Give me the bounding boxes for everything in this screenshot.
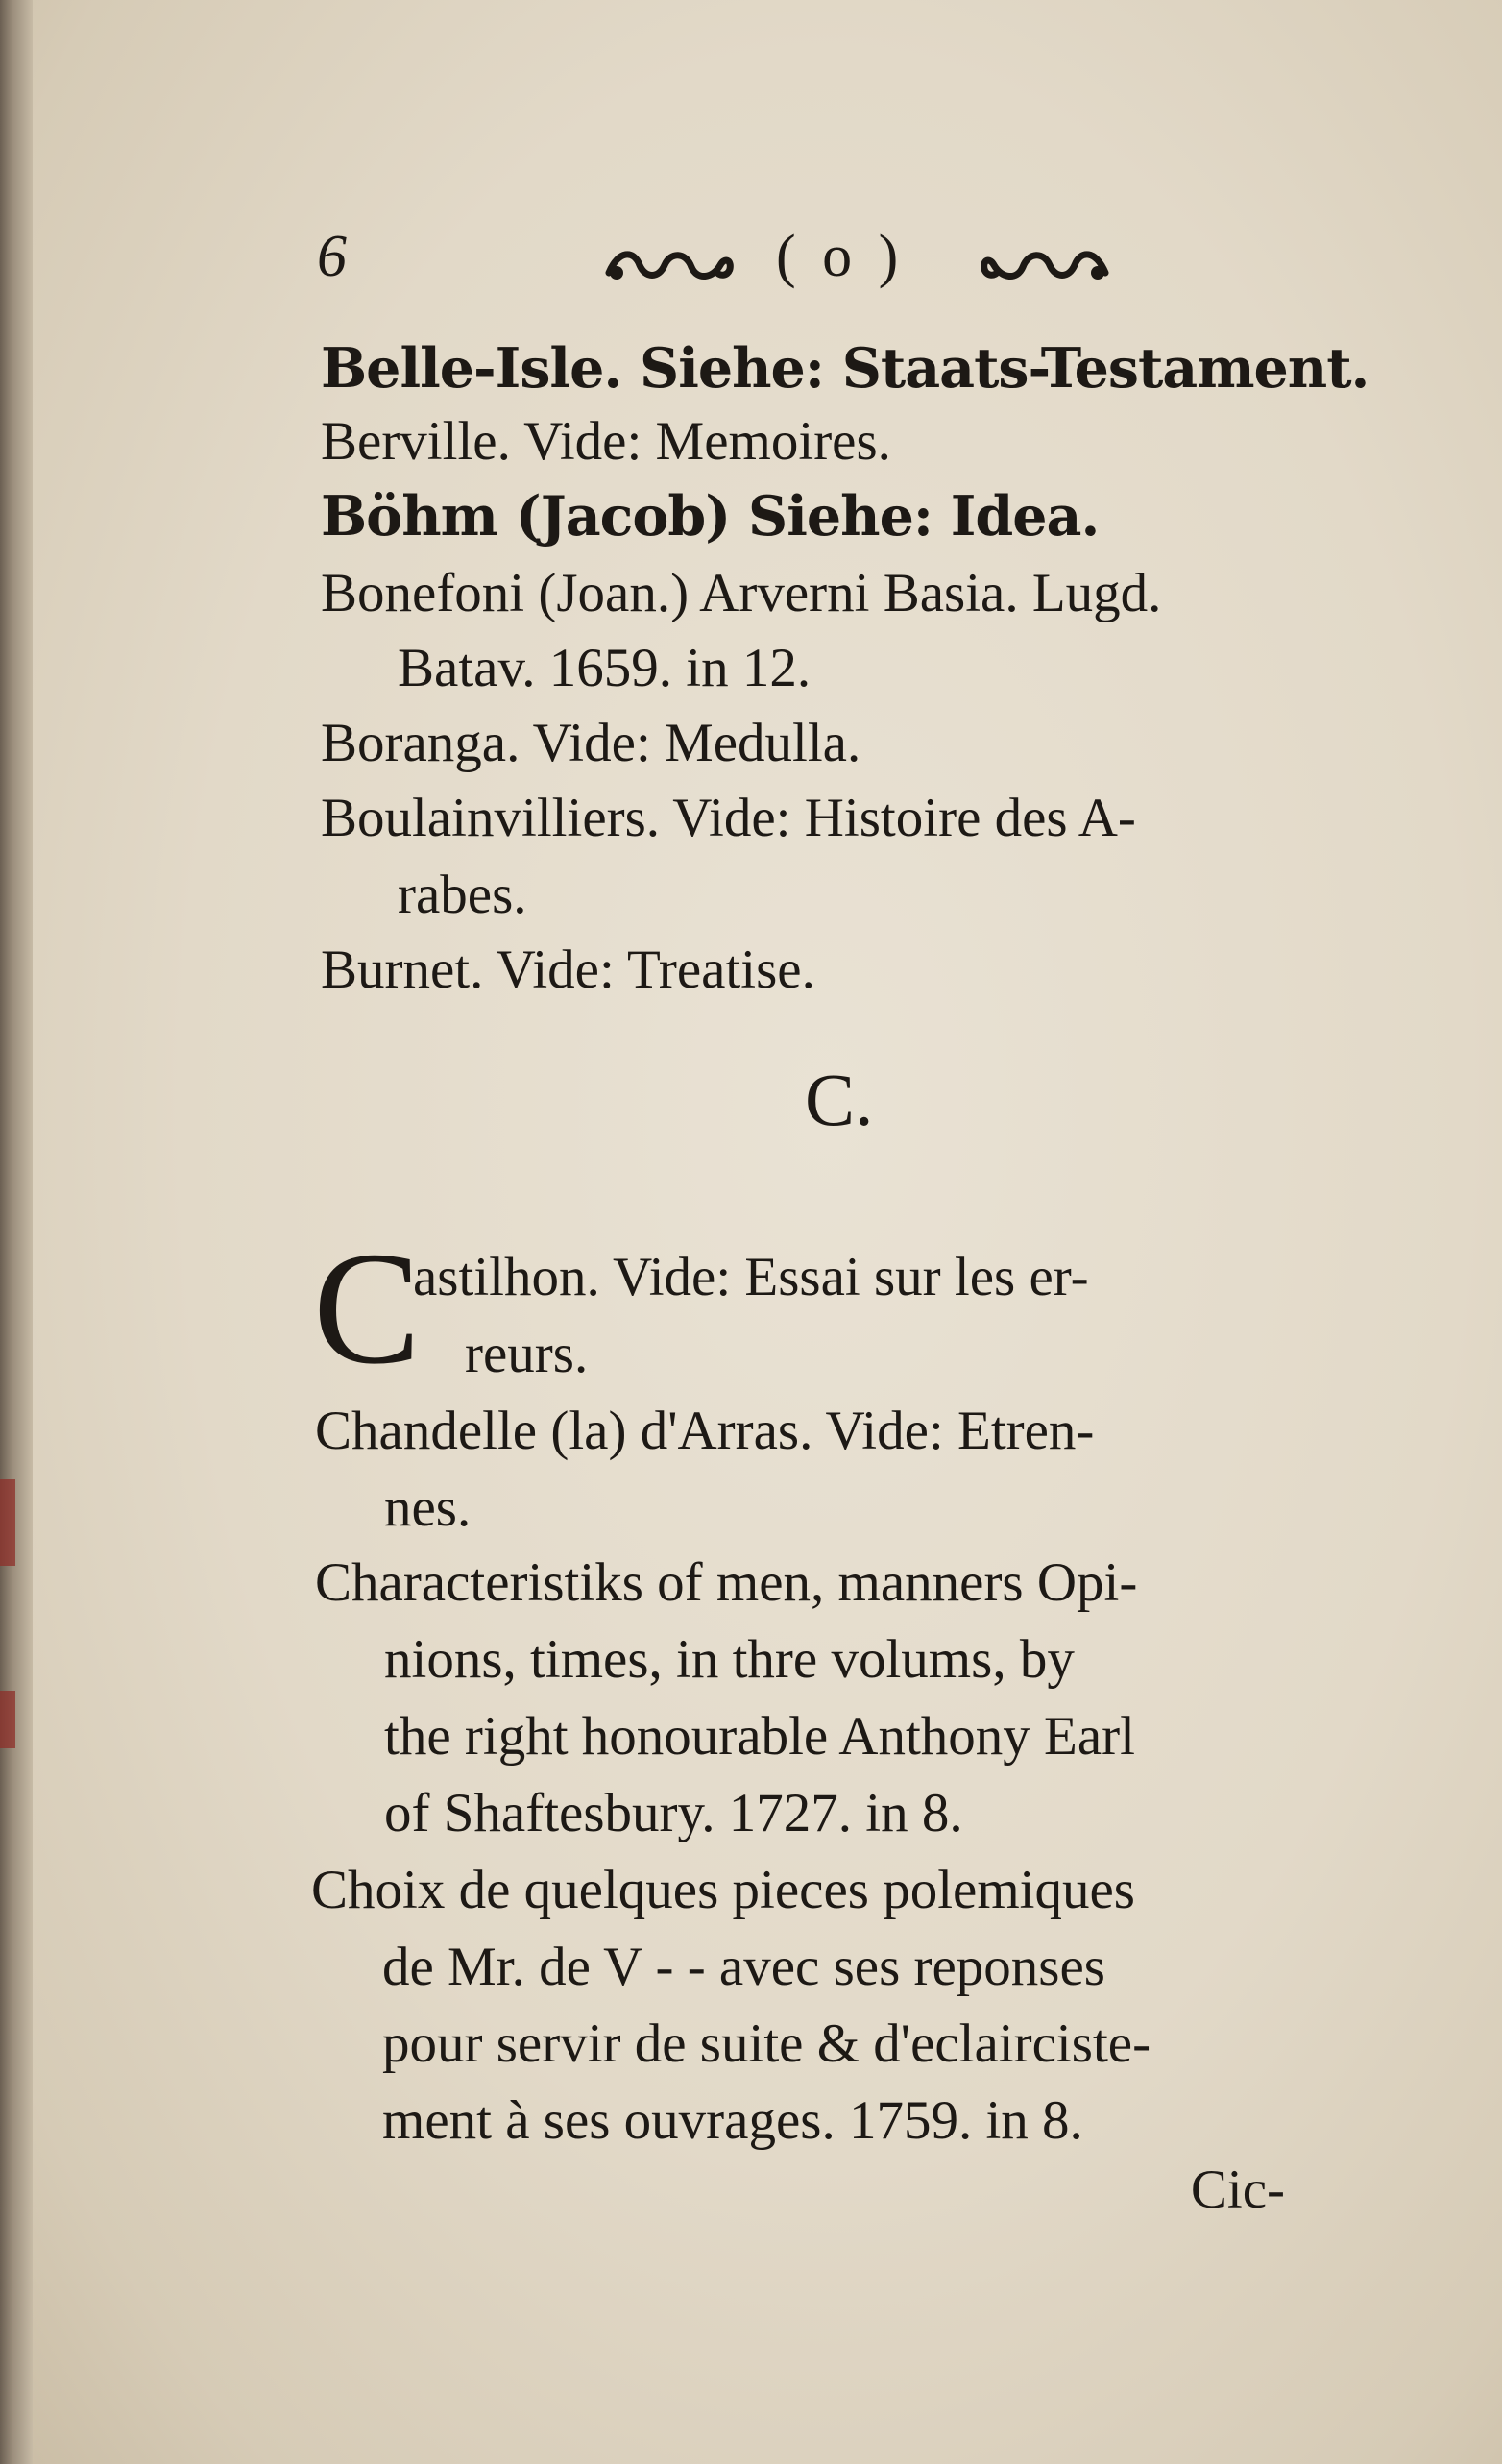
entry-choix-cont-3 xyxy=(382,2083,1083,2159)
entry-belle-isle xyxy=(321,330,1369,408)
entry-text: of Shaftesbury. 1727. in 8. xyxy=(384,1783,963,1843)
entry-boranga xyxy=(321,705,860,782)
entry-text: Berville. Vide: Memoires. xyxy=(321,411,891,472)
entry-boulainvilliers-cont xyxy=(398,857,527,934)
entry-text: nes. xyxy=(384,1477,472,1538)
entry-choix xyxy=(311,1852,1135,1929)
entry-text: Böhm (Jacob) Siehe: Idea. xyxy=(321,484,1100,549)
spine-stain xyxy=(0,1691,15,1748)
entry-characteristiks-cont-2 xyxy=(384,1698,1135,1775)
catchword: Cic- xyxy=(1190,2159,1285,2220)
entry-boehm xyxy=(321,478,1099,556)
entry-castilhon-cont xyxy=(465,1316,588,1393)
entry-text: Choix de quelques pieces polemiques xyxy=(311,1860,1135,1920)
right-ornament-icon xyxy=(980,244,1109,286)
left-ornament-icon xyxy=(605,244,735,286)
entry-text: Chandelle (la) d'Arras. Vide: Etren- xyxy=(315,1401,1095,1461)
entry-choix-cont-2 xyxy=(382,2006,1151,2083)
drop-cap: C xyxy=(313,1219,422,1398)
entry-text: Batav. 1659. in 12. xyxy=(398,638,812,698)
running-head: ( o ) xyxy=(776,224,905,289)
entry-bonefoni xyxy=(321,555,1161,632)
entry-berville xyxy=(321,403,891,480)
entry-text: pour servir de suite & d'eclairciste- xyxy=(382,2013,1151,2074)
page-number: 6 xyxy=(317,224,347,289)
entry-text: Bonefoni (Joan.) Arverni Basia. Lugd. xyxy=(321,563,1162,623)
entry-text: rabes. xyxy=(398,865,527,925)
entry-castilhon xyxy=(413,1239,1089,1316)
entry-text: reurs. xyxy=(465,1324,589,1384)
entry-text: Boranga. Vide: Medulla. xyxy=(321,713,861,773)
entry-choix-cont-1 xyxy=(382,1929,1105,2006)
section-heading: C. xyxy=(805,1058,874,1141)
entry-burnet xyxy=(321,932,815,1009)
entry-text: de Mr. de V - - avec ses reponses xyxy=(382,1937,1105,1997)
book-spine xyxy=(0,0,33,2464)
entry-chandelle-cont xyxy=(384,1470,471,1547)
entry-chandelle xyxy=(315,1393,1094,1470)
entry-boulainvilliers xyxy=(321,780,1136,857)
spine-stain xyxy=(0,1479,15,1566)
entry-characteristiks-cont-3 xyxy=(384,1775,963,1852)
entry-characteristiks-cont-1 xyxy=(384,1622,1075,1698)
entry-bonefoni-cont xyxy=(398,630,811,707)
entry-text: the right honourable Anthony Earl xyxy=(384,1706,1135,1767)
entry-text: astilhon. Vide: Essai sur les er- xyxy=(413,1247,1089,1307)
entry-text: nions, times, in thre volums, by xyxy=(384,1629,1075,1690)
entry-characteristiks xyxy=(315,1545,1137,1622)
entry-text: Characteristiks of men, manners Opi- xyxy=(315,1552,1138,1613)
entry-text: ment à ses ouvrages. 1759. in 8. xyxy=(382,2090,1083,2151)
entry-text: Belle-Isle. Siehe: Staats-Testament. xyxy=(321,336,1369,401)
entry-text: Boulainvilliers. Vide: Histoire des A- xyxy=(321,788,1136,848)
entry-text: Burnet. Vide: Treatise. xyxy=(321,939,815,1000)
page-header xyxy=(317,223,1143,309)
